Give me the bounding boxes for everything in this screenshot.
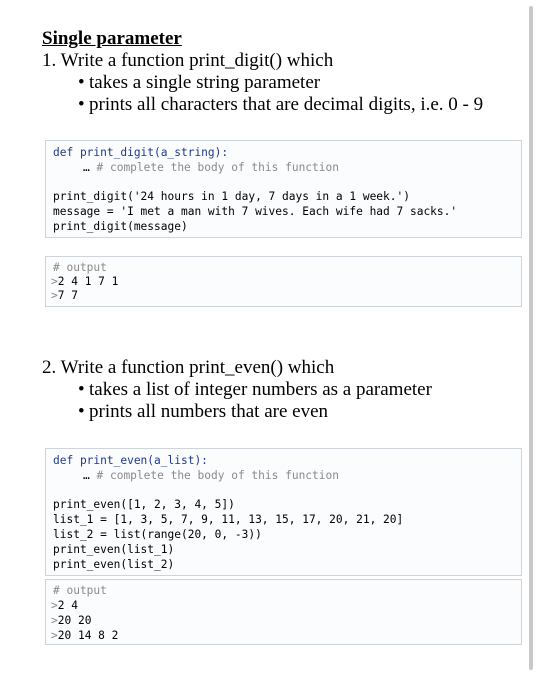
q2-output-block [45, 579, 522, 645]
q2-bullet-1: • takes a list of integer numbers as a parameter [78, 379, 432, 400]
q2-heading: 2. Write a function print_even() which [42, 357, 335, 378]
q2-code-line-4: print_even(list_1) [53, 543, 175, 556]
q1-output-block [45, 256, 522, 307]
q1-code-comment: … # complete the body of this function [83, 161, 339, 174]
q1-output-line-1: >2 4 1 7 1 [51, 275, 119, 288]
q2-code-line-3: list_2 = list(range(20, 0, -3)) [53, 528, 262, 541]
section-title: Single parameter [42, 28, 182, 49]
q2-output-line-1: >2 4 [51, 599, 78, 612]
scrollbar[interactable] [529, 6, 533, 670]
bullet-icon: • [78, 401, 85, 422]
q1-bullet-2: • prints all characters that are decimal digits, i.e. 0 - 9 [78, 94, 484, 115]
q2-output-line-3: >20 14 8 2 [51, 629, 119, 642]
q2-output-line-2: >20 20 [51, 614, 92, 627]
q2-bullet-2: • prints all numbers that are even [78, 401, 329, 422]
q2-output-label: # output [53, 584, 107, 597]
q2-code-line-2: list_1 = [1, 3, 5, 7, 9, 11, 13, 15, 17, 20, 21, 20] [53, 513, 404, 526]
q1-code-line-1: print_digit('24 hours in 1 day, 7 days in a 1 week.') [53, 190, 410, 203]
q1-code-line-2: message = 'I met a man with 7 wives. Each wife had 7 sacks.' [53, 205, 458, 218]
q1-bullet-1: • takes a single string parameter [78, 72, 321, 93]
q1-code-block [45, 140, 522, 238]
q2-code-comment: … # complete the body of this function [83, 469, 339, 482]
bullet-icon: • [78, 72, 85, 93]
q2-code-block [45, 448, 522, 576]
q1-output-label: # output [53, 261, 107, 274]
bullet-icon: • [78, 379, 85, 400]
q2-code-line-1: print_even([1, 2, 3, 4, 5]) [53, 498, 235, 511]
q1-code-line-3: print_digit(message) [53, 220, 188, 233]
q1-heading: 1. Write a function print_digit() which [42, 50, 334, 71]
q2-code-line-5: print_even(list_2) [53, 558, 175, 571]
q2-code-def: def print_even(a_list): [53, 454, 208, 467]
q1-code-def: def print_digit(a_string): [53, 146, 229, 159]
bullet-icon: • [78, 94, 85, 115]
q1-output-line-2: >7 7 [51, 289, 78, 302]
